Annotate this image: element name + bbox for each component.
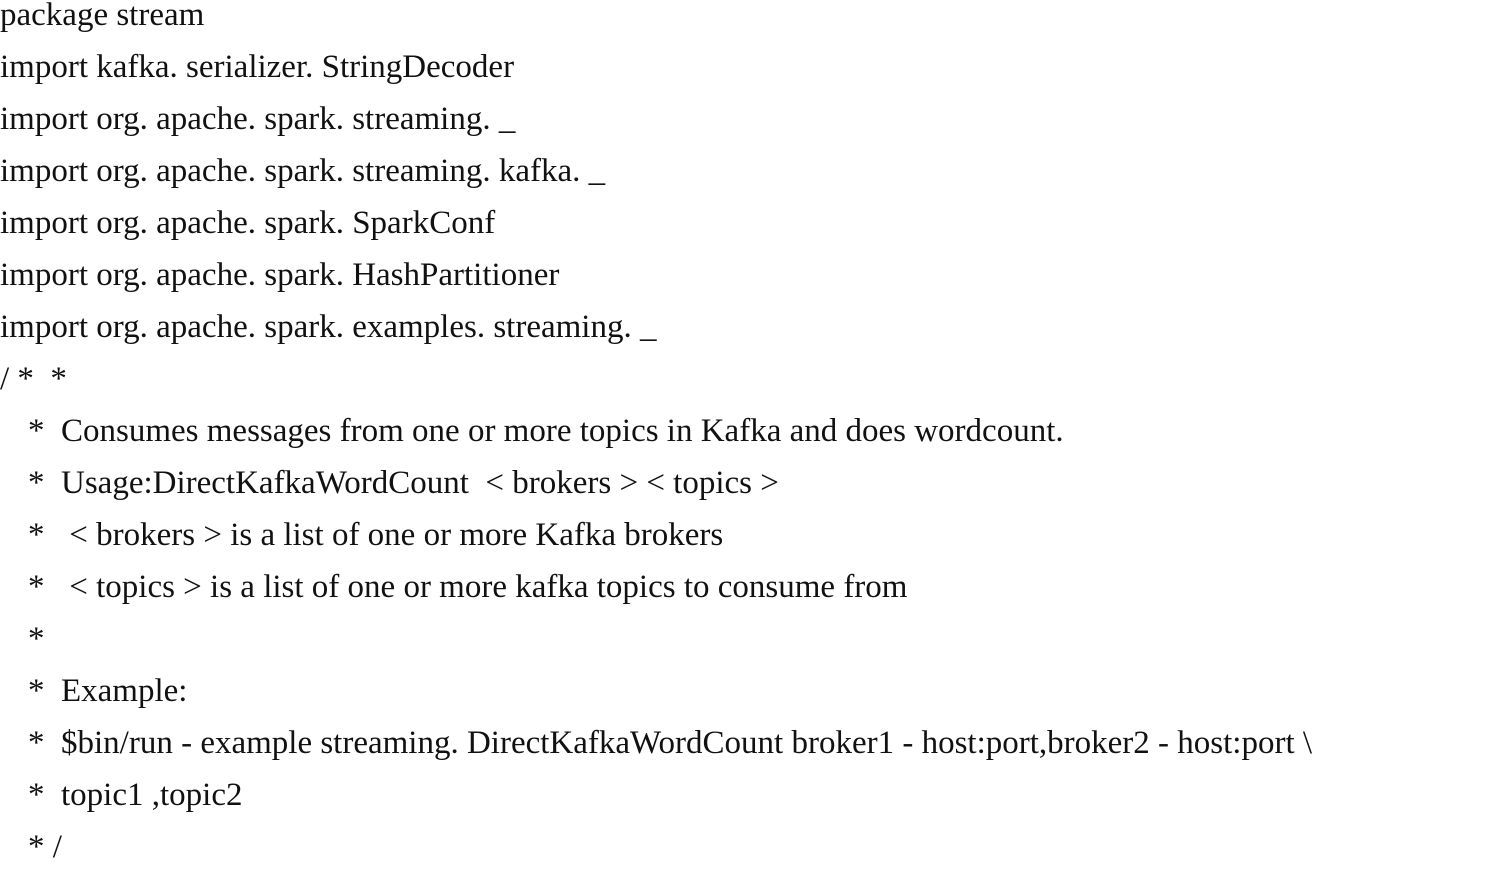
code-line-import-hash-partitioner: import org. apache. spark. HashPartitioner bbox=[0, 257, 560, 293]
comment-brokers: * < brokers > is a list of one or more Kafka brokers bbox=[28, 517, 724, 553]
comment-example-command: * $bin/run - example streaming. DirectKafkaWordCount broker1 - host:port,broker2 - host:port \ bbox=[28, 725, 1313, 761]
comment-close: * / bbox=[28, 829, 62, 865]
code-line-package: package stream bbox=[0, 0, 205, 33]
comment-blank: * bbox=[28, 621, 45, 657]
code-line-import-streaming-kafka: import org. apache. spark. streaming. kafka. _ bbox=[0, 153, 606, 189]
comment-example-topics: * topic1 ,topic2 bbox=[28, 777, 243, 813]
comment-open: / * * bbox=[0, 361, 67, 397]
comment-usage: * Usage:DirectKafkaWordCount < brokers > < topics > bbox=[28, 465, 779, 501]
code-line-import-examples-streaming: import org. apache. spark. examples. streaming. _ bbox=[0, 309, 657, 345]
comment-description: * Consumes messages from one or more topics in Kafka and does wordcount. bbox=[28, 413, 1064, 449]
comment-example-heading: * Example: bbox=[28, 673, 188, 709]
code-line-import-spark-conf: import org. apache. spark. SparkConf bbox=[0, 205, 496, 241]
comment-topics: * < topics > is a list of one or more kafka topics to consume from bbox=[28, 569, 908, 605]
code-line-import-streaming: import org. apache. spark. streaming. _ bbox=[0, 101, 516, 137]
code-line-import-string-decoder: import kafka. serializer. StringDecoder bbox=[0, 49, 515, 85]
